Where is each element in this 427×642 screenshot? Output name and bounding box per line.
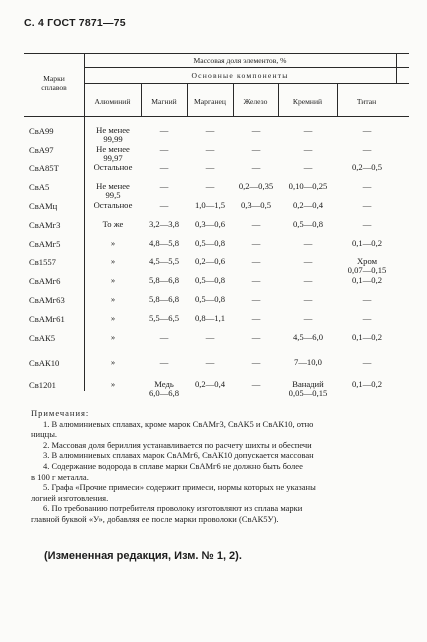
note-item bbox=[31, 440, 409, 451]
cell-silicon: 7—10,0 bbox=[294, 357, 322, 367]
cell-magnesium: 5,5—6,5 bbox=[148, 313, 180, 323]
cell-silicon: 4,5—6,0 bbox=[292, 332, 324, 342]
grade-cell: СвА5 bbox=[29, 182, 50, 192]
revision-note: (Измененная редакция, Изм. № 1, 2). bbox=[44, 550, 242, 562]
page-header: С. 4 ГОСТ 7871—75 bbox=[24, 17, 126, 29]
notes-list bbox=[31, 419, 409, 525]
cell-manganese: 0,5—0,8 bbox=[194, 275, 226, 285]
grade-cell: СвАК10 bbox=[29, 358, 60, 368]
grade-cell: Св1201 bbox=[29, 380, 56, 390]
note-item bbox=[31, 419, 409, 440]
cell-aluminium: » bbox=[110, 332, 116, 342]
col-header-titanium: Титан bbox=[356, 97, 377, 106]
cell-titanium: 0,1—0,2 bbox=[351, 275, 383, 285]
cell-manganese: 1,0—1,5 bbox=[194, 200, 226, 210]
cell-titanium: — bbox=[362, 294, 372, 304]
grade-cell: Св1557 bbox=[29, 257, 56, 267]
cell-magnesium: — bbox=[159, 181, 169, 191]
cell-manganese: 0,2—0,6 bbox=[194, 256, 226, 266]
cell-iron: — bbox=[251, 357, 261, 367]
cell-aluminium: Не менее 99,99 bbox=[96, 125, 130, 144]
cell-manganese: — bbox=[205, 125, 215, 135]
cell-silicon: 0,10—0,25 bbox=[288, 181, 328, 191]
cell-silicon: — bbox=[303, 256, 313, 266]
cell-manganese: 0,2—0,4 bbox=[194, 379, 226, 389]
cell-titanium: — bbox=[362, 357, 372, 367]
cell-iron: — bbox=[251, 256, 261, 266]
cell-iron: — bbox=[251, 275, 261, 285]
cell-titanium: Хром 0,07—0,15 bbox=[347, 256, 387, 275]
col-header-silicon: Кремний bbox=[292, 97, 323, 106]
cell-aluminium: » bbox=[110, 294, 116, 304]
cell-silicon: 0,2—0,4 bbox=[292, 200, 324, 210]
cell-silicon: Ванадий 0,05—0,15 bbox=[288, 379, 328, 398]
cell-aluminium: То же bbox=[102, 219, 124, 229]
note-item bbox=[31, 482, 409, 503]
grade-cell: СвА97 bbox=[29, 145, 54, 155]
cell-manganese: — bbox=[205, 181, 215, 191]
col-header-aluminium: Алюминий bbox=[94, 97, 131, 106]
note-text: 2. Массовая доля бериллия устанавливается по расчету шихты и обеспечи bbox=[43, 439, 312, 450]
cell-iron: — bbox=[251, 294, 261, 304]
cell-magnesium: 4,8—5,8 bbox=[148, 238, 180, 248]
col-header-iron: Железо bbox=[243, 97, 268, 106]
cell-manganese: — bbox=[205, 332, 215, 342]
note-item bbox=[31, 461, 409, 482]
cell-iron: — bbox=[251, 219, 261, 229]
cell-aluminium: » bbox=[110, 357, 116, 367]
cell-titanium: 0,1—0,2 bbox=[351, 238, 383, 248]
extra-col-rule bbox=[396, 53, 397, 83]
cell-iron: 0,2—0,35 bbox=[238, 181, 274, 191]
cell-titanium: 0,1—0,2 bbox=[351, 379, 383, 389]
grade-cell: СвА85Т bbox=[29, 163, 59, 173]
cell-titanium: — bbox=[362, 181, 372, 191]
cell-silicon: — bbox=[303, 275, 313, 285]
cell-aluminium: » bbox=[110, 275, 116, 285]
cell-manganese: — bbox=[205, 357, 215, 367]
table-top-rule bbox=[24, 53, 409, 54]
grade-cell: СвАМг6 bbox=[29, 276, 61, 286]
note-continuation: в 100 г металла. bbox=[31, 471, 89, 482]
cell-magnesium: — bbox=[159, 144, 169, 154]
mass-fraction-header: Массовая доля элементов, % bbox=[193, 56, 287, 65]
grade-cell: СвА99 bbox=[29, 126, 54, 136]
note-continuation: логией изготовления. bbox=[31, 492, 109, 503]
cell-silicon: — bbox=[303, 313, 313, 323]
cell-titanium: — bbox=[362, 313, 372, 323]
cell-manganese: — bbox=[205, 162, 215, 172]
note-text: 6. По требованию потребителя проволоку изготовляют из сплава марки bbox=[43, 503, 303, 514]
main-components-header: Основные компоненты bbox=[191, 71, 289, 80]
cell-magnesium: 5,8—6,8 bbox=[148, 275, 180, 285]
grade-cell: СвАМг5 bbox=[29, 239, 61, 249]
cell-magnesium: — bbox=[159, 357, 169, 367]
cell-aluminium: » bbox=[110, 379, 116, 389]
note-continuation: главной буквой «У», добавляя ее после марки проволоки (СвАК5У). bbox=[31, 513, 279, 524]
header-bottom-rule bbox=[24, 116, 409, 117]
cell-aluminium: » bbox=[110, 238, 116, 248]
note-continuation: ниццы. bbox=[31, 429, 58, 440]
col-header-magnesium: Магний bbox=[151, 97, 177, 106]
cell-iron: — bbox=[251, 313, 261, 323]
cell-silicon: — bbox=[303, 238, 313, 248]
note-text: 5. Графа «Прочие примеси» содержит примеси, нормы которых не указаны bbox=[43, 482, 316, 493]
cell-aluminium: » bbox=[110, 313, 116, 323]
cell-iron: — bbox=[251, 125, 261, 135]
cell-iron: — bbox=[251, 238, 261, 248]
cell-manganese: 0,8—1,1 bbox=[194, 313, 226, 323]
cell-magnesium: Медь 6,0—6,8 bbox=[148, 379, 180, 398]
note-item bbox=[31, 503, 409, 524]
cell-silicon: 0,5—0,8 bbox=[292, 219, 324, 229]
cell-aluminium: Остальное bbox=[93, 200, 133, 210]
cell-manganese: 0,5—0,8 bbox=[194, 238, 226, 248]
cell-magnesium: 4,5—5,5 bbox=[148, 256, 180, 266]
cell-magnesium: 5,8—6,8 bbox=[148, 294, 180, 304]
mass-fraction-rule bbox=[84, 67, 409, 68]
notes-title: Примечания: bbox=[31, 408, 90, 418]
cell-titanium: 0,1—0,2 bbox=[351, 332, 383, 342]
cell-aluminium: Не менее 99,97 bbox=[96, 144, 130, 163]
cell-silicon: — bbox=[303, 294, 313, 304]
cell-magnesium: — bbox=[159, 200, 169, 210]
cell-titanium: — bbox=[362, 219, 372, 229]
cell-titanium: — bbox=[362, 125, 372, 135]
cell-silicon: — bbox=[303, 125, 313, 135]
note-text: 4. Содержание водорода в сплаве марки СвАМг6 не должно быть более bbox=[43, 460, 303, 471]
note-text: 1. В алюминиевых сплавах, кроме марок СвАМг3, СвАК5 и СвАК10, отно bbox=[43, 418, 314, 429]
cell-aluminium: Остальное bbox=[93, 162, 133, 172]
cell-aluminium: Не менее 99,5 bbox=[96, 181, 130, 200]
cell-titanium: — bbox=[362, 200, 372, 210]
cell-manganese: — bbox=[205, 144, 215, 154]
cell-iron: — bbox=[251, 144, 261, 154]
cell-manganese: 0,3—0,6 bbox=[194, 219, 226, 229]
notes bbox=[31, 408, 409, 525]
cell-titanium: 0,2—0,5 bbox=[351, 162, 383, 172]
grades-header: Марки сплавов bbox=[41, 74, 67, 92]
grade-cell: СвАК5 bbox=[29, 333, 56, 343]
cell-iron: — bbox=[251, 162, 261, 172]
grade-cell: СвАМг63 bbox=[29, 295, 65, 305]
note-text: 3. В алюминиевых сплавах марок СвАМг6, СвАК10 допускается массован bbox=[43, 450, 314, 461]
cell-silicon: — bbox=[303, 162, 313, 172]
cell-magnesium: — bbox=[159, 162, 169, 172]
cell-magnesium: — bbox=[159, 125, 169, 135]
cell-magnesium: 3,2—3,8 bbox=[148, 219, 180, 229]
main-components-rule bbox=[84, 83, 409, 84]
cell-manganese: 0,5—0,8 bbox=[194, 294, 226, 304]
cell-silicon: — bbox=[303, 144, 313, 154]
cell-iron: — bbox=[251, 379, 261, 389]
cell-titanium: — bbox=[362, 144, 372, 154]
col-header-manganese: Марганец bbox=[194, 97, 226, 106]
cell-iron: 0,3—0,5 bbox=[240, 200, 272, 210]
cell-iron: — bbox=[251, 332, 261, 342]
grade-cell: СвАМг3 bbox=[29, 220, 61, 230]
cell-magnesium: — bbox=[159, 332, 169, 342]
grade-cell: СвАМц bbox=[29, 201, 58, 211]
note-item bbox=[31, 450, 409, 461]
cell-aluminium: » bbox=[110, 256, 116, 266]
grade-cell: СвАМг61 bbox=[29, 314, 65, 324]
